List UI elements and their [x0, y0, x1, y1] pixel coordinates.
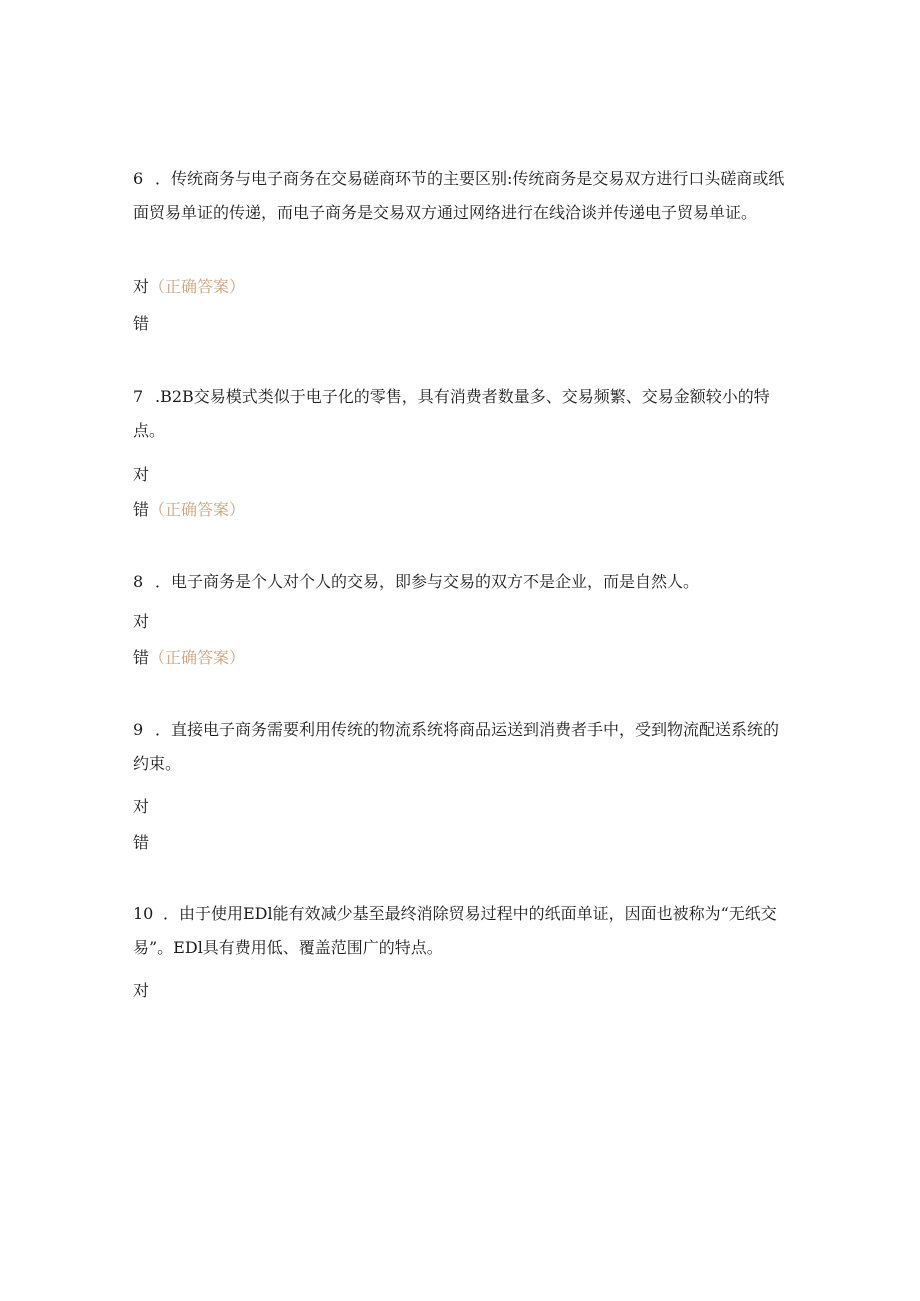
option-label: 对: [133, 797, 150, 816]
question-10-body: ．由于使用EDl能有效减少基至最终消除贸易过程中的纸面单证，因面也被称为“无纸交易”。EDl具有费用低、覆盖范围广的特点。: [133, 904, 777, 957]
question-7-option-false[interactable]: [133, 499, 245, 521]
option-label: 对: [133, 465, 150, 484]
question-9-body: ．直接电子商务需要利用传统的物流系统将商品运送到消费者手中，受到物流配送系统的约束。: [133, 720, 780, 773]
question-8-number: 8: [133, 572, 144, 591]
question-7-body: .B2B交易模式类似于电子化的零售，具有消费者数量多、交易频繁、交易金额较小的特点。: [133, 387, 770, 440]
question-6-number: 6: [133, 169, 144, 188]
correct-answer-mark: （正确答案）: [149, 277, 246, 296]
correct-answer-mark: （正确答案）: [149, 500, 246, 519]
question-7-number: 7: [133, 387, 144, 406]
question-6-option-false[interactable]: [133, 313, 149, 335]
question-6-text: [133, 162, 793, 230]
option-label: 错: [133, 833, 150, 852]
question-8-option-false[interactable]: [133, 647, 245, 669]
question-10-text: [133, 897, 793, 965]
option-label: 错: [133, 648, 150, 667]
question-9-number: 9: [133, 720, 144, 739]
question-8-body: ．电子商务是个人对个人的交易，即参与交易的双方不是企业，而是自然人。: [155, 572, 700, 591]
question-7-text: [133, 380, 793, 448]
question-9-option-false[interactable]: [133, 832, 149, 854]
question-7-option-true[interactable]: [133, 464, 149, 486]
question-8: [133, 565, 793, 599]
question-6: [133, 162, 793, 230]
option-label: 错: [133, 314, 150, 333]
question-9-option-true[interactable]: [133, 796, 149, 818]
question-10-option-true[interactable]: [133, 980, 149, 1002]
question-10: [133, 897, 793, 965]
option-label: 错: [133, 500, 150, 519]
question-9: [133, 713, 793, 781]
question-6-option-true[interactable]: [133, 276, 245, 298]
question-8-option-true[interactable]: [133, 611, 149, 633]
question-6-body: ．传统商务与电子商务在交易磋商环节的主要区别:传统商务是交易双方进行口头磋商或纸面贸易单证的传递，而电子商务是交易双方通过网络进行在线洽谈并传递电子贸易单证。: [133, 169, 785, 222]
question-10-number: 10: [133, 904, 154, 923]
correct-answer-mark: （正确答案）: [149, 648, 246, 667]
question-9-text: [133, 713, 793, 781]
option-label: 对: [133, 981, 150, 1000]
question-7: [133, 380, 793, 448]
question-8-text: [133, 565, 793, 599]
option-label: 对: [133, 612, 150, 631]
option-label: 对: [133, 277, 150, 296]
